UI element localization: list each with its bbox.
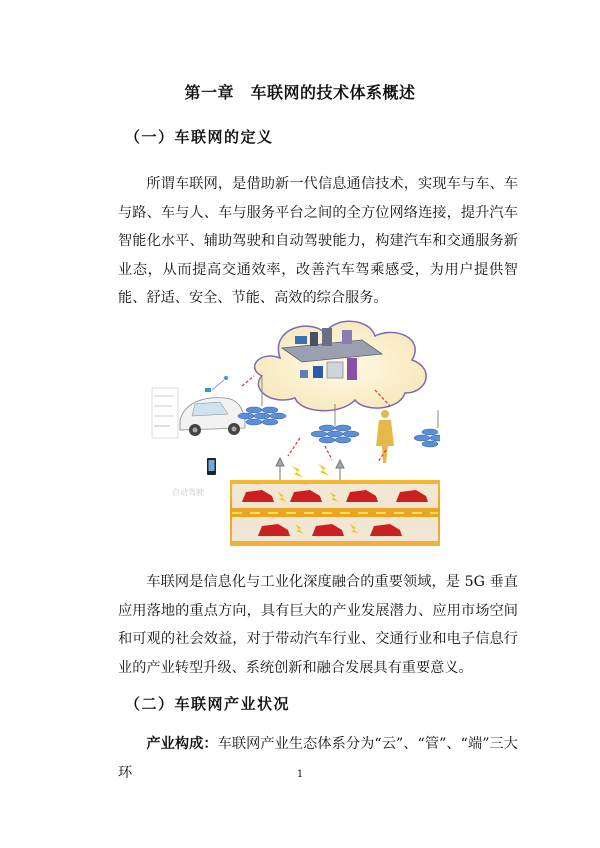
page-number: 1: [296, 769, 304, 780]
figure-label: 自动驾驶: [172, 488, 204, 497]
iov-diagram-svg: [150, 318, 440, 552]
paragraph-lead: 产业构成：: [146, 736, 218, 752]
pedestrian-icon: [376, 410, 394, 463]
lightning-icons: [292, 464, 330, 478]
smartphone-icon: [207, 458, 216, 475]
chapter-title: 第一章 车联网的技术体系概述: [184, 83, 416, 102]
paragraph-body: 车联网产业生态体系分为“云”、“管”、“端”三大环: [118, 736, 518, 781]
roadside-unit-icon: [276, 458, 344, 480]
autonomous-car-icon: [152, 376, 245, 438]
cloud-platform-icon: [255, 321, 427, 410]
section-title-industry: （二）车联网产业状况: [125, 695, 291, 713]
paragraph-significance: 车联网是信息化与工业化深度融合的重要领域，是 5G 垂直应用落地的重点方向，具有巨大的产业发展潜力、应用市场空间和可观的社会效益，对于带动汽车行业、交通行业和电子信息行业的产业转型升级、系统创新和融合发展具有重要意义。: [118, 574, 518, 676]
section-title-definition: （一）车联网的定义: [125, 128, 274, 146]
paragraph-definition: 所谓车联网，是借助新一代信息通信技术，实现车与车、车与路、车与人、车与服务平台之间的全方位网络连接，提升汽车智能化水平、辅助驾驶和自动驾驶能力，构建汽车和交通服务新业态，从而提高交通效率，改善汽车驾乘感受，为用户提供智能、舒适、安全、节能、高效的综合服务。: [118, 176, 518, 306]
iov-illustration: [150, 318, 440, 552]
road-illustration: [230, 480, 440, 546]
base-station-icon-3: [414, 410, 440, 447]
